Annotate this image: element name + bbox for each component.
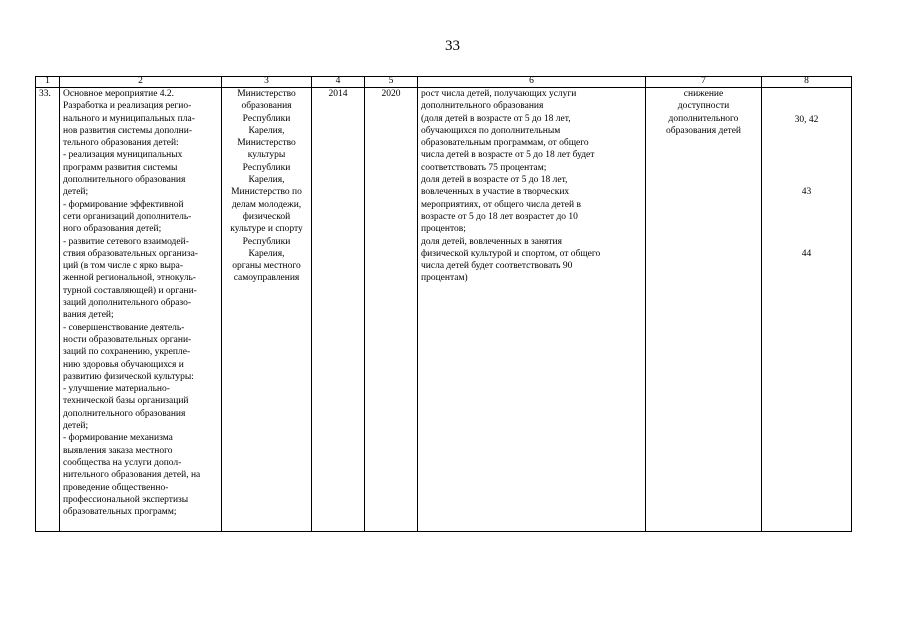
- text-line: процентам): [421, 273, 468, 284]
- text-line: развитию физической культуры:: [63, 371, 194, 382]
- indicator-ref: 30, 42: [794, 115, 819, 125]
- text-line: культуры: [247, 150, 286, 161]
- text-line: числа детей будет соответствовать 90: [421, 261, 573, 272]
- consequence-text: [649, 88, 758, 137]
- header-col-2: 2: [60, 77, 222, 88]
- text-line: образования: [241, 101, 292, 112]
- text-line: Республики: [242, 162, 291, 173]
- text-line: тельного образования детей:: [63, 138, 179, 149]
- end-year: 2020: [365, 88, 418, 532]
- header-row: [36, 77, 852, 88]
- header-col-6: 6: [418, 77, 646, 88]
- text-line: дополнительного образования: [63, 175, 186, 186]
- executor-cell: [222, 88, 312, 532]
- text-line: делам молодежи,: [231, 199, 302, 210]
- header-col-3: 3: [222, 77, 312, 88]
- start-year: 2014: [312, 88, 365, 532]
- text-line: Разработка и реализация регио-: [63, 101, 192, 112]
- text-line: Карелия,: [248, 125, 285, 136]
- text-line: самоуправления: [233, 273, 300, 284]
- text-line: рост числа детей, получающих услуги: [421, 89, 577, 99]
- text-line: культуре и спорту: [230, 224, 303, 235]
- text-line: соответствовать 75 процентам;: [421, 162, 547, 173]
- text-line: проведение общественно-: [63, 482, 169, 493]
- text-line: возрасте от 5 до 18 лет возрастет до 10: [421, 211, 578, 222]
- text-line: Министерство: [237, 89, 296, 99]
- text-line: женной региональной, этнокуль-: [63, 273, 196, 284]
- measure-text: [63, 88, 218, 518]
- consequence-cell: [646, 88, 762, 532]
- text-line: физической: [242, 211, 291, 222]
- measure-cell: [60, 88, 222, 532]
- text-line: доля детей, вовлеченных в занятия: [421, 236, 563, 247]
- text-line: ного образования детей;: [63, 224, 162, 235]
- text-line: - реализация муниципальных: [63, 150, 183, 161]
- executor-text: [225, 88, 308, 285]
- header-col-5: 5: [365, 77, 418, 88]
- text-line: образовательных программ;: [63, 507, 177, 518]
- text-line: дополнительного: [668, 113, 739, 124]
- text-line: дополнительного образования: [421, 101, 544, 112]
- text-line: физической культурой и спортом, от общего: [421, 248, 601, 259]
- measures-table: [35, 76, 852, 532]
- header-col-7: 7: [646, 77, 762, 88]
- text-line: программ развития системы: [63, 162, 178, 173]
- text-line: (доля детей в возрасте от 5 до 18 лет,: [421, 113, 571, 124]
- text-line: ций (в том числе с ярко выра-: [63, 261, 184, 272]
- text-line: турной составляющей) и органи-: [63, 285, 197, 296]
- text-line: доля детей в возрасте от 5 до 18 лет,: [421, 175, 568, 186]
- text-line: - улучшение материально-: [63, 384, 170, 395]
- text-line: выявления заказа местного: [63, 445, 173, 456]
- text-line: профессиональной экспертизы: [63, 494, 189, 505]
- text-line: доступности: [677, 101, 730, 112]
- text-line: - формирование механизма: [63, 433, 173, 444]
- result-cell: [418, 88, 646, 532]
- text-line: Министерство по: [231, 187, 302, 198]
- text-line: ствия образовательных организа-: [63, 248, 198, 259]
- text-line: Карелия,: [248, 175, 285, 186]
- text-line: вовлеченных в участие в творческих: [421, 187, 570, 198]
- text-line: заций дополнительного образо-: [63, 298, 192, 309]
- text-line: нов развития системы дополни-: [63, 125, 192, 136]
- text-line: Карелия,: [248, 248, 285, 259]
- text-line: сети организаций дополнитель-: [63, 211, 192, 222]
- table-row: [36, 88, 852, 532]
- text-line: ности образовательных органи-: [63, 334, 192, 345]
- indicator-ref: 43: [801, 187, 812, 197]
- text-line: заций по сохранению, укрепле-: [63, 347, 191, 358]
- text-line: обучающихся по дополнительным: [421, 125, 561, 136]
- text-line: образовательным программам, от общего: [421, 138, 589, 149]
- text-line: органы местного: [232, 261, 301, 272]
- text-line: - развитие сетевого взаимодей-: [63, 236, 189, 247]
- text-line: технической базы организаций: [63, 396, 189, 407]
- header-col-8: 8: [762, 77, 852, 88]
- text-line: детей;: [63, 421, 89, 432]
- text-line: Республики: [242, 236, 291, 247]
- text-line: - формирование эффективной: [63, 199, 184, 210]
- text-line: дополнительного образования: [63, 408, 186, 419]
- text-line: нального и муниципальных пла-: [63, 113, 195, 124]
- text-line: числа детей в возрасте от 5 до 18 лет будет: [421, 150, 595, 161]
- text-line: мероприятиях, от общего числа детей в: [421, 199, 581, 210]
- page-number: 33: [445, 38, 460, 54]
- text-line: вания детей;: [63, 310, 114, 321]
- indicator-ref: 44: [801, 249, 812, 259]
- text-line: детей;: [63, 187, 89, 198]
- result-text: [421, 88, 642, 285]
- indicator-refs-cell: [762, 88, 852, 532]
- text-line: - совершенствование деятель-: [63, 322, 185, 333]
- text-line: процентов;: [421, 224, 466, 235]
- text-line: Основное мероприятие 4.2.: [63, 89, 175, 99]
- header-col-1: 1: [36, 77, 60, 88]
- text-line: образования детей: [666, 125, 741, 136]
- text-line: нию здоровья обучающихся и: [63, 359, 184, 370]
- text-line: нительного образования детей, на: [63, 470, 201, 481]
- text-line: Министерство: [237, 138, 296, 149]
- header-col-4: 4: [312, 77, 365, 88]
- row-number: 33.: [36, 88, 60, 532]
- text-line: сообщества на услуги допол-: [63, 457, 182, 468]
- text-line: Республики: [242, 113, 291, 124]
- text-line: снижение: [683, 89, 724, 99]
